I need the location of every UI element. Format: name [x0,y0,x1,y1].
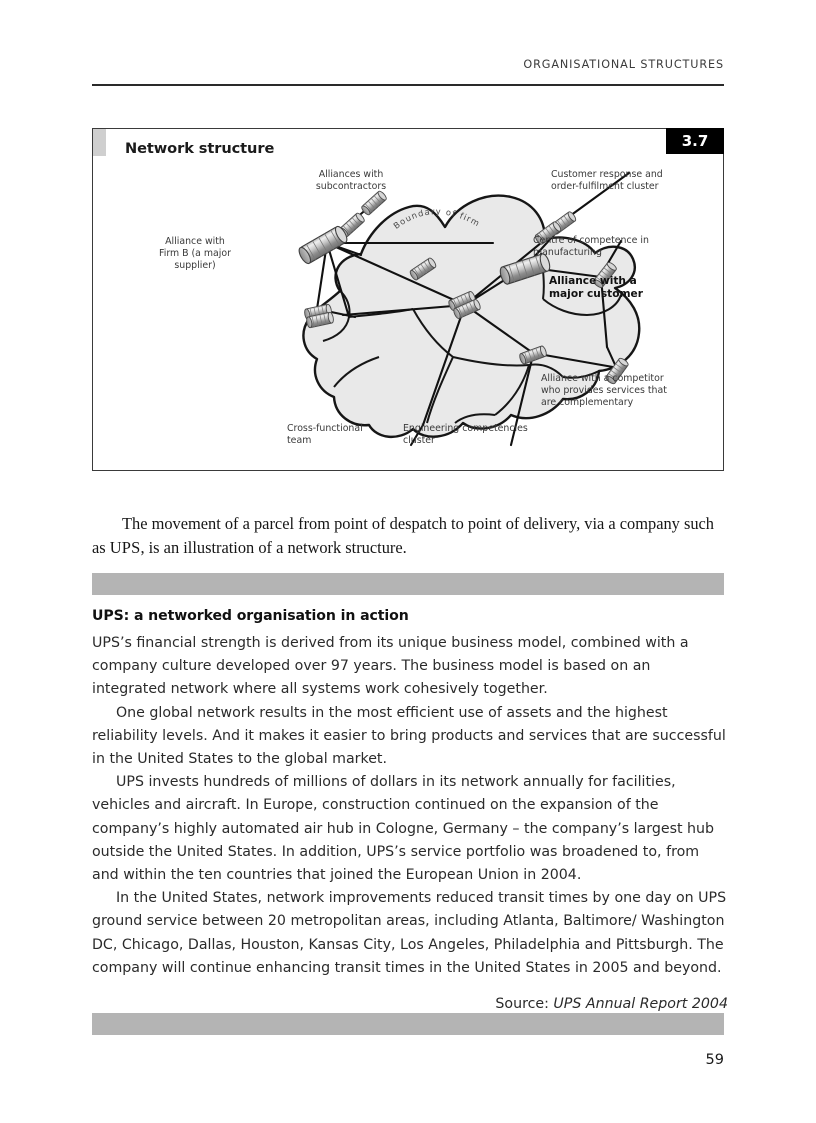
label-alliance-firm-b-line1: Alliance with [165,236,225,247]
label-alliance-firm-b-line3: supplier) [174,260,216,271]
case-box-bottom-bar [92,1013,724,1035]
case-source-title: UPS Annual Report 2004 [553,996,728,1013]
case-paragraph-2: One global network results in the most efficient use of assets and the highest reliability levels. And it makes it easier to bring products and services that are successful in the United States to the global market. [92,704,726,768]
label-alliances-subcontractors-line1: Alliances with [318,169,384,180]
figure-box [92,128,724,471]
label-competitor-line2: who provides services that [541,385,667,396]
case-box-top-bar [92,573,724,595]
label-engineering-line2: cluster [403,435,435,446]
label-centre-competence-line1: Centre of competence in [533,235,649,246]
case-paragraph-1: UPS’s financial strength is derived from its unique business model, combined with a company culture developed over 97 years. The business model is based on an integrated network where all systems work cohesively together. [92,635,689,698]
label-major-customer-line2: major customer [549,288,643,300]
label-customer-response-line1: Customer response and [551,169,663,180]
figure-title: Network structure [125,140,275,157]
case-paragraph-4: In the United States, network improvements reduced transit times by one day on UPS ground service between 20 metropolitan areas, including Atlanta, Baltimore/ Washington DC, Chicago, Dallas, Houston, Kansas City, Los Angeles, Philadelphia and Pittsburgh. The company will continue enhancing transit times in the United States in 2005 and beyond. [92,890,727,976]
figure-corner-tab [93,129,106,156]
label-alliances-subcontractors-line2: subcontractors [315,181,387,192]
label-centre-competence-line2: manufacturing [533,247,602,258]
figure-number-badge: 3.7 [666,128,724,154]
case-source [92,996,728,1012]
label-customer-response-line2: order-fulfilment cluster [551,181,659,192]
label-major-customer-line1: Alliance with a [549,275,637,287]
header-rule [92,84,724,86]
intro-part1: The movement of a parcel from point of despatch to point of delivery, via a company such as [92,514,714,558]
boundary-of-firm-label: Boundary of firm [391,206,483,231]
page-number: 59 [705,1052,724,1068]
label-competitor-line1: Alliance with a competitor [541,373,664,384]
case-study [92,608,728,1012]
intro-part2: , is an illustration of a network structure. [140,538,407,558]
label-engineering-line1: Engineering competencies [403,423,528,434]
ups-acronym: UPS [109,538,141,558]
case-paragraph-3: UPS invests hundreds of millions of dollars in its network annually for facilities, vehicles and aircraft. In Europe, construction continued on the expansion of the company’s highly automated air hub in Cologne, Germany – the company’s largest hub outside the United States. In addition, UPS’s service portfolio was broadened to, from and within the ten countries that joined the European Union in 2004. [92,774,715,884]
label-competitor-line3: are complementary [541,397,634,408]
case-study-title: UPS: a networked organisation in action [92,608,409,624]
network-diagram [93,157,723,470]
case-source-label: Source: [495,996,554,1013]
label-cross-functional-line1: Cross-functional [287,423,363,434]
label-alliance-firm-b-line2: Firm B (a major [159,248,231,259]
running-head: ORGANISATIONAL STRUCTURES [523,58,724,71]
label-cross-functional-line2: team [287,435,312,446]
intro-paragraph [92,512,726,560]
